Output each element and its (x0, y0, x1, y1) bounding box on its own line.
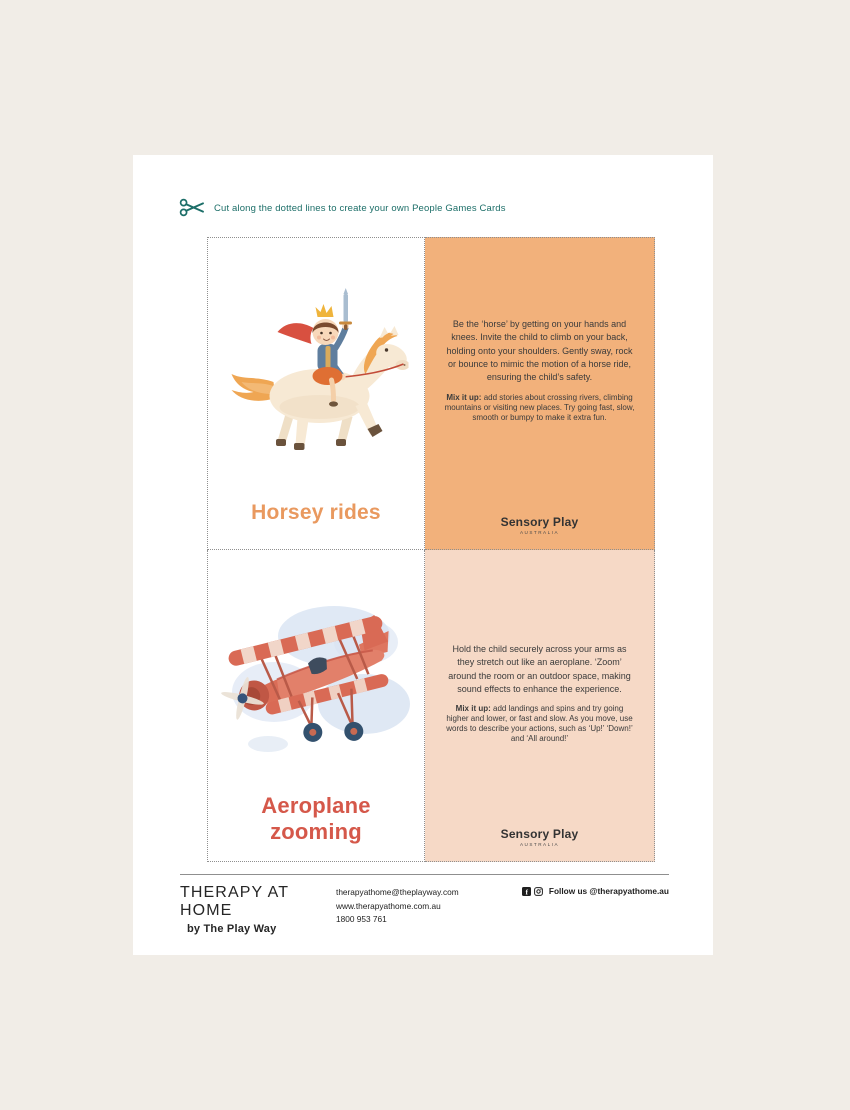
footer-brand (180, 884, 336, 935)
facebook-icon (522, 887, 531, 896)
contact-phone: 1800 953 761 (336, 914, 387, 925)
cut-instruction-text: Cut along the dotted lines to create your own People Games Cards (214, 202, 506, 214)
sensory-play-logo (425, 515, 654, 535)
scissors-icon (179, 197, 205, 218)
contact-email: therapyathome@theplayway.com (336, 887, 459, 897)
footer (180, 884, 669, 935)
prince-riding-horse-illustration (224, 288, 409, 468)
sensory-play-wordmark: Sensory Play (500, 515, 579, 529)
contact-website: www.therapyathome.com.au (336, 900, 441, 911)
card-row-horsey-rides (207, 237, 655, 550)
card-title-text: Aeroplane zooming (261, 793, 371, 845)
card-instructions: Be the ‘horse’ by getting on your hands and knees. Invite the child to climb on your back, holding onto your shoulders. Gently sway, rock or bounce to mimic the motion of a horse ride, ensuring the child’s safety. (446, 319, 633, 383)
footer-divider (180, 874, 669, 875)
mix-it-up-text: add landings and spins and try going higher and lower, or fast and slow. As you move, use words to describe your actions, such as ‘Up!’ ‘Down!’ and ‘All around!’ (446, 704, 633, 744)
sensory-play-logo (425, 827, 654, 847)
footer-social (522, 884, 669, 896)
mix-it-up-label: Mix it up: (455, 704, 491, 714)
sensory-play-australia: AUSTRALIA (519, 530, 560, 535)
instagram-icon (534, 887, 543, 896)
sensory-play-wordmark: Sensory Play (500, 827, 579, 841)
by-the-play-way: by The Play Way (187, 923, 277, 935)
card-row-aeroplane-zooming (207, 550, 655, 862)
card-instructions: Hold the child securely across your arms as they stretch out like an aeroplane. ‘Zoom’ around the room or an outdoor space, making sound effects to enhance the experience. (448, 644, 631, 694)
mix-it-up-text: add stories about crossing rivers, climbing mountains or visiting new places. Try going fast, slow, smooth or bumpy to make it extra fun. (444, 392, 635, 422)
card-back-horsey-rides (425, 237, 655, 550)
card-back-aeroplane-zooming (425, 550, 655, 862)
red-biplane-illustration (216, 584, 416, 769)
follow-us-text: Follow us @therapyathome.au (548, 886, 669, 896)
printable-page (133, 155, 713, 955)
card-front-aeroplane-zooming (207, 550, 425, 862)
card-title-horsey-rides: Horsey rides (251, 501, 381, 524)
mix-it-up-block (445, 704, 635, 744)
footer-contact (336, 884, 522, 927)
sensory-play-australia: AUSTRALIA (519, 842, 560, 847)
therapy-at-home-wordmark: THERAPY AT HOME (180, 884, 289, 919)
mix-it-up-block (445, 393, 635, 423)
mix-it-up-label: Mix it up: (446, 392, 482, 402)
card-front-horsey-rides (207, 237, 425, 550)
card-title-aeroplane-zooming (208, 793, 424, 845)
cards-sheet (207, 237, 655, 862)
svg-text:f: f (525, 887, 528, 896)
cut-instruction-row (179, 197, 506, 218)
